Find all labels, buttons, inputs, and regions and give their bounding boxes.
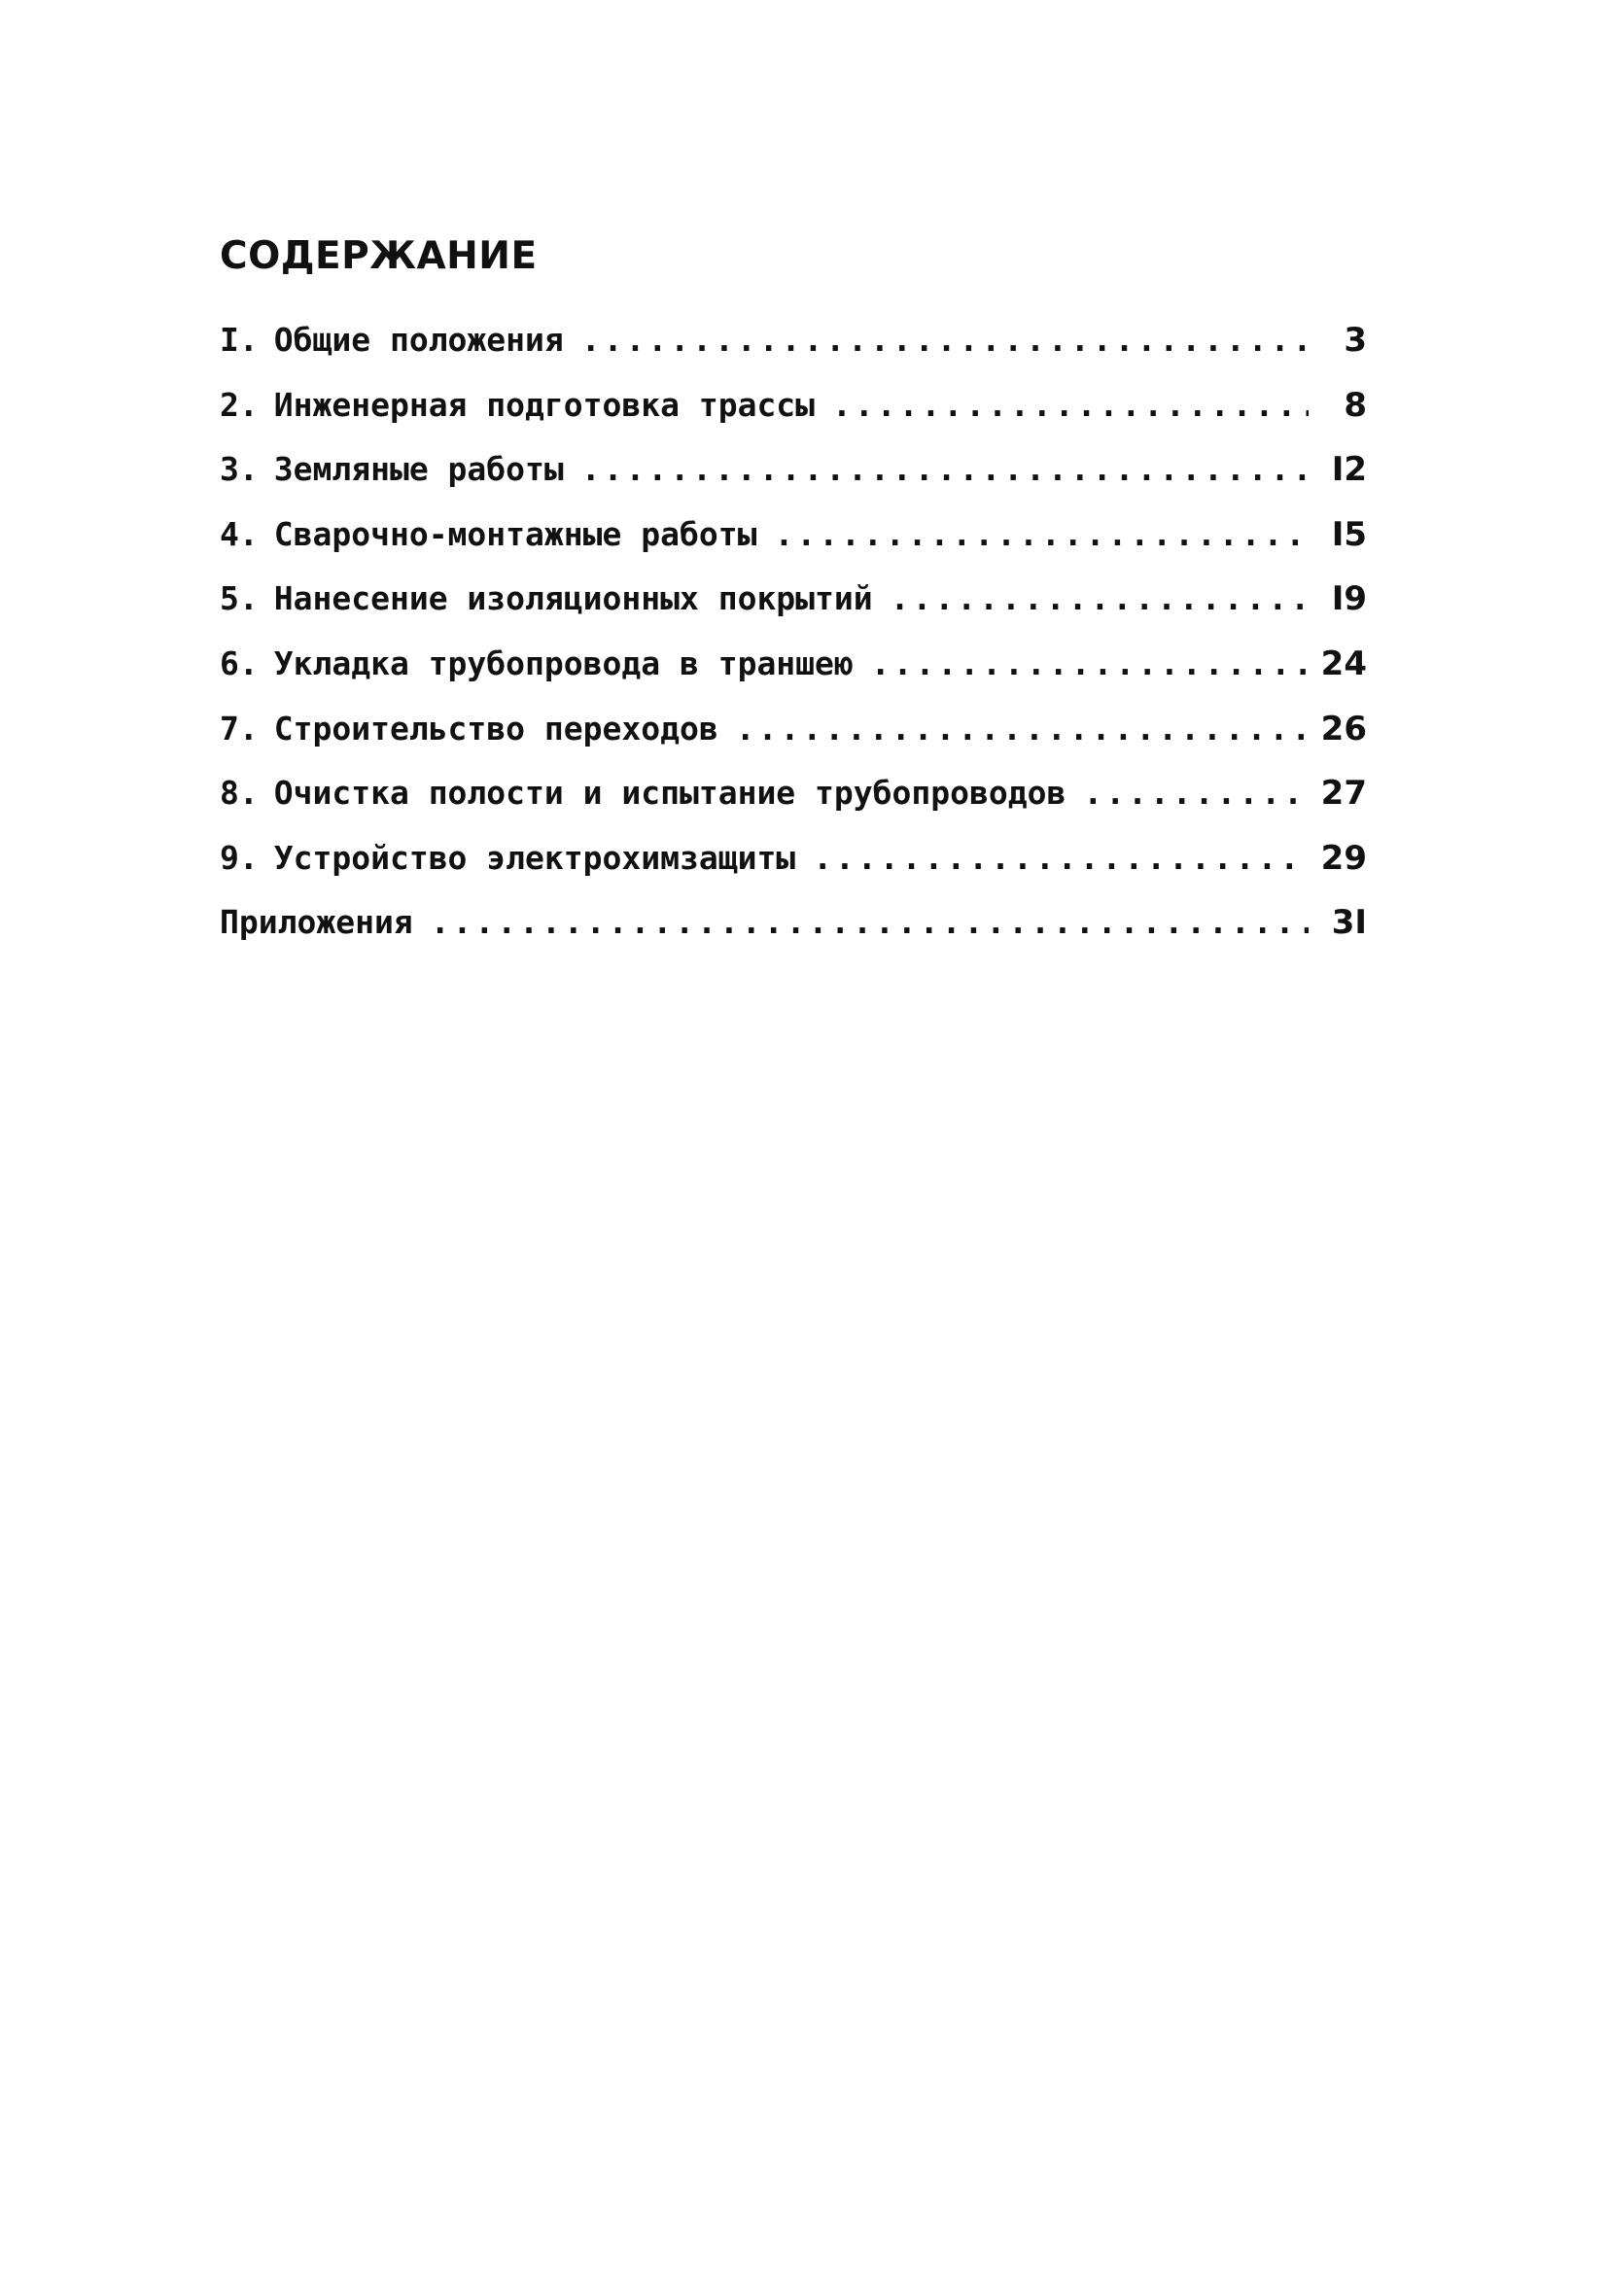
toc-entry-number: 9. (220, 838, 259, 877)
toc-entry (220, 839, 1367, 904)
dot-leader (774, 515, 1309, 553)
toc-entry (220, 386, 1367, 451)
dot-leader (832, 386, 1309, 424)
toc-entry (220, 321, 1367, 386)
toc-entry-number: 8. (220, 774, 259, 813)
dot-leader (431, 903, 1309, 941)
toc-entry-page: 26 (1320, 709, 1367, 748)
toc-entry-page: 27 (1320, 774, 1367, 814)
toc-entry-title: Строительство переходов (273, 709, 718, 748)
toc-entry-title: Нанесение изоляционных покрытий (273, 579, 873, 618)
toc-entry-number: 7. (220, 709, 259, 748)
toc-entry (220, 903, 1367, 968)
toc-entry-title: Устройство электрохимзащиты (273, 838, 796, 877)
toc-entry-number: 2. (220, 385, 259, 424)
toc-entry-number: 3. (220, 450, 259, 489)
toc-entry-page: 8 (1344, 385, 1367, 425)
toc-entry (220, 450, 1367, 515)
toc-entry (220, 515, 1367, 580)
dot-leader (736, 710, 1309, 748)
toc-entry-page: 24 (1320, 644, 1367, 683)
dot-leader (871, 644, 1309, 682)
dot-leader (891, 579, 1309, 617)
toc-entry-page: I5 (1331, 514, 1367, 554)
toc-entry-page: 29 (1320, 838, 1367, 878)
dot-leader (1083, 774, 1309, 812)
toc-entry-page: I9 (1331, 579, 1367, 619)
toc-entry-page: I2 (1331, 450, 1367, 490)
toc-entry (220, 710, 1367, 775)
toc-entry-title: Инженерная подготовка трассы (273, 385, 816, 424)
table-of-contents (220, 321, 1367, 968)
toc-entry-number: 4. (220, 514, 259, 553)
toc-entry-number: 5. (220, 579, 259, 618)
toc-entry-title: Земляные работы (273, 450, 564, 489)
toc-entry-title: Общие положения (273, 321, 564, 359)
toc-entry-title: Очистка полости и испытание трубопроводов (273, 774, 1066, 813)
dot-leader (581, 321, 1309, 359)
toc-entry-title: Сварочно-монтажные работы (273, 514, 757, 553)
toc-entry (220, 774, 1367, 839)
toc-entry-number: 6. (220, 644, 259, 682)
toc-entry (220, 579, 1367, 644)
toc-entry-title: Укладка трубопровода в траншею (273, 644, 854, 682)
toc-entry-title: Приложения (220, 903, 413, 942)
dot-leader (813, 839, 1309, 877)
dot-leader (581, 450, 1309, 488)
toc-entry-page: 3 (1344, 321, 1367, 360)
page-title: СОДЕРЖАНИЕ (220, 234, 538, 278)
toc-entry-page: 3I (1331, 903, 1367, 943)
toc-entry (220, 644, 1367, 710)
toc-entry-number: I. (220, 321, 259, 359)
